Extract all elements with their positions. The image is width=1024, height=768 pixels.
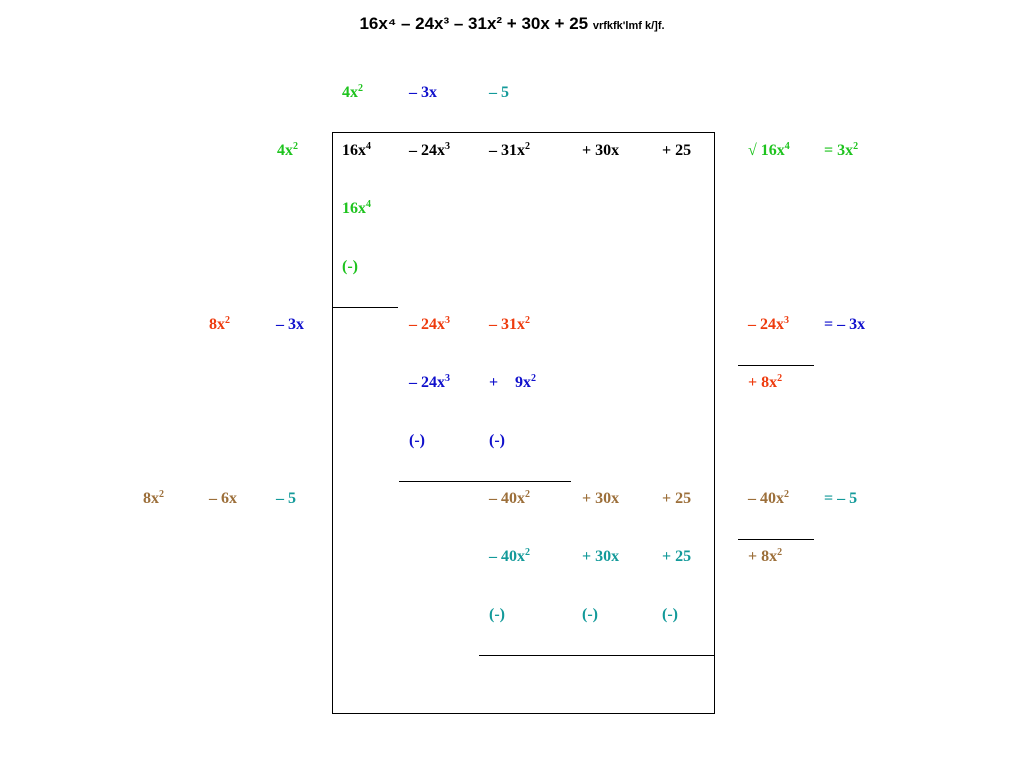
side-a: – $24x^3$ xyxy=(748,315,789,333)
quotient-term-2: – 3x xyxy=(409,84,437,101)
dividend-term-3: – $31x^2$ xyxy=(489,141,530,159)
step2-rem-1: – $24x^3$ xyxy=(409,315,450,333)
side-a-remainder: + $8x^2$ xyxy=(748,373,783,391)
step3-sign-1: (-) xyxy=(489,606,505,623)
step3-sub-1: – $40x^2$ xyxy=(489,547,530,565)
step2-rule xyxy=(399,481,571,482)
dividend-term-2: – $24x^3$ xyxy=(409,141,450,159)
step2-rem-2: – $31x^2$ xyxy=(489,315,530,333)
step1-rule xyxy=(332,307,398,308)
divisor-2b: – 3x xyxy=(276,316,304,333)
step2-sign-1: (-) xyxy=(409,432,425,449)
division-box xyxy=(332,132,715,714)
side-b: – $40x^2$ xyxy=(748,489,789,507)
side-b-remainder: + $8x^2$ xyxy=(748,547,783,565)
step2-sub-1: – $24x^3$ xyxy=(409,373,450,391)
divisor-3a: $8x^2$ xyxy=(143,489,164,507)
title-suffix: vrfkfk'lmf k/]f. xyxy=(592,20,665,32)
dividend-term-5: + 25 xyxy=(662,142,692,159)
side-a-rule xyxy=(738,365,814,366)
quotient-term-3: – 5 xyxy=(489,84,509,101)
page-title xyxy=(0,14,1024,34)
side-root: √ $16x^4$ xyxy=(748,141,790,159)
divisor-3b: – 6x xyxy=(209,490,237,507)
step3-rule xyxy=(479,655,715,656)
step3-sign-2: (-) xyxy=(582,606,598,623)
step1-sign: (-) xyxy=(342,258,358,275)
dividend-term-1: $16x^4$ xyxy=(342,141,371,159)
divisor-3c: – 5 xyxy=(276,490,296,507)
side-b-rule xyxy=(738,539,814,540)
step3-rem-3: + 25 xyxy=(662,490,692,507)
step3-sub-2: + 30x xyxy=(582,548,620,565)
step3-sign-3: (-) xyxy=(662,606,678,623)
step2-sub-plus: + xyxy=(489,374,499,391)
side-root-result: = $3x^2$ xyxy=(824,141,859,159)
step3-rem-1: – $40x^2$ xyxy=(489,489,530,507)
step1-subtract: $16x^4$ xyxy=(342,199,371,217)
quotient-term-1: $4x^2$ xyxy=(342,83,363,101)
divisor-2a: $8x^2$ xyxy=(209,315,230,333)
title-expression: 16x⁴ – 24x³ – 31x² + 30x + 25 xyxy=(359,14,589,33)
side-a-result: = – 3x xyxy=(824,316,866,333)
step3-rem-2: + 30x xyxy=(582,490,620,507)
side-b-result: = – 5 xyxy=(824,490,858,507)
divisor-1: $4x^2$ xyxy=(277,141,298,159)
step3-sub-3: + 25 xyxy=(662,548,692,565)
dividend-term-4: + 30x xyxy=(582,142,620,159)
step2-sub-2: $9x^2$ xyxy=(515,373,536,391)
step2-sign-2: (-) xyxy=(489,432,505,449)
